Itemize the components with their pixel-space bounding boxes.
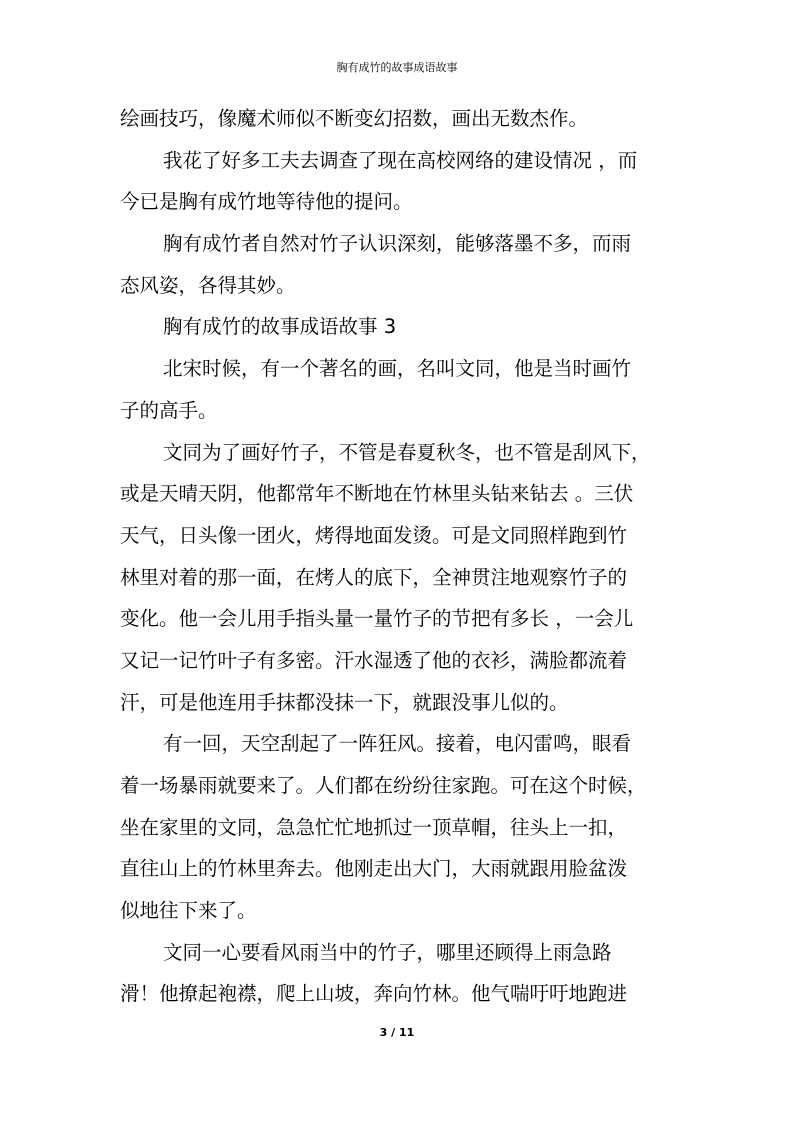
text-line: 坐在家里的文同，急急忙忙地抓过一顶草帽，往头上一扣，: [120, 815, 628, 839]
text-line: 林里对着的那一面，在烤人的底下，全神贯注地观察竹子的: [120, 565, 628, 589]
page-header: 胸有成竹的故事成语故事: [336, 61, 458, 74]
text-line: 汗，可是他连用手抹都没抹一下，就跟没事儿似的。: [120, 690, 569, 714]
page-number: 3 / 11: [379, 1026, 415, 1039]
text-line: 今已是胸有成竹地等待他的提问。: [120, 190, 413, 214]
text-line: 似地往下来了。: [120, 899, 257, 923]
text-line: 又记一记竹叶子有多密。汗水湿透了他的衣衫，满脸都流着: [120, 648, 628, 672]
text-line: 变化。他一会儿用手指头量一量竹子的节把有多长 ，一会儿: [120, 607, 634, 631]
text-line: 胸有成竹者自然对竹子认识深刻，能够落墨不多，而雨: [163, 232, 632, 256]
text-line: 文同一心要看风雨当中的竹子，哪里还顾得上雨急路: [163, 940, 612, 964]
text-line: 滑！他撩起袍襟，爬上山坡，奔向竹林。他气喘吁吁地跑进: [120, 982, 628, 1006]
text-line: 绘画技巧，像魔术师似不断变幻招数，画出无数杰作。: [120, 107, 589, 130]
document-body: [120, 98, 686, 1015]
text-line: 天气，日头像一团火，烤得地面发烫。可是文同照样跑到竹: [120, 523, 628, 547]
text-line: 胸有成竹的故事成语故事 3: [163, 315, 397, 339]
text-line: 文同为了画好竹子，不管是春夏秋冬，也不管是刮风下，: [163, 440, 651, 464]
text-line: 北宋时候，有一个著名的画，名叫文同，他是当时画竹: [163, 357, 632, 381]
text-line: 有一回，天空刮起了一阵狂风。接着，电闪雷鸣，眼看: [163, 732, 632, 756]
text-line: 我花了好多工夫去调查了现在高校网络的建设情况 ，而: [163, 148, 638, 172]
text-line: 直往山上的竹林里奔去。他刚走出大门，大雨就跟用脸盆泼: [120, 857, 628, 881]
text-line: 态风姿，各得其妙。: [120, 273, 296, 297]
text-line: 或是天晴天阴，他都常年不断地在竹林里头钻来钻去 。三伏: [120, 482, 634, 506]
text-line: 着一场暴雨就要来了。人们都在纷纷往家跑。可在这个时候，: [120, 774, 647, 797]
text-line: 子的高手。: [120, 398, 218, 422]
